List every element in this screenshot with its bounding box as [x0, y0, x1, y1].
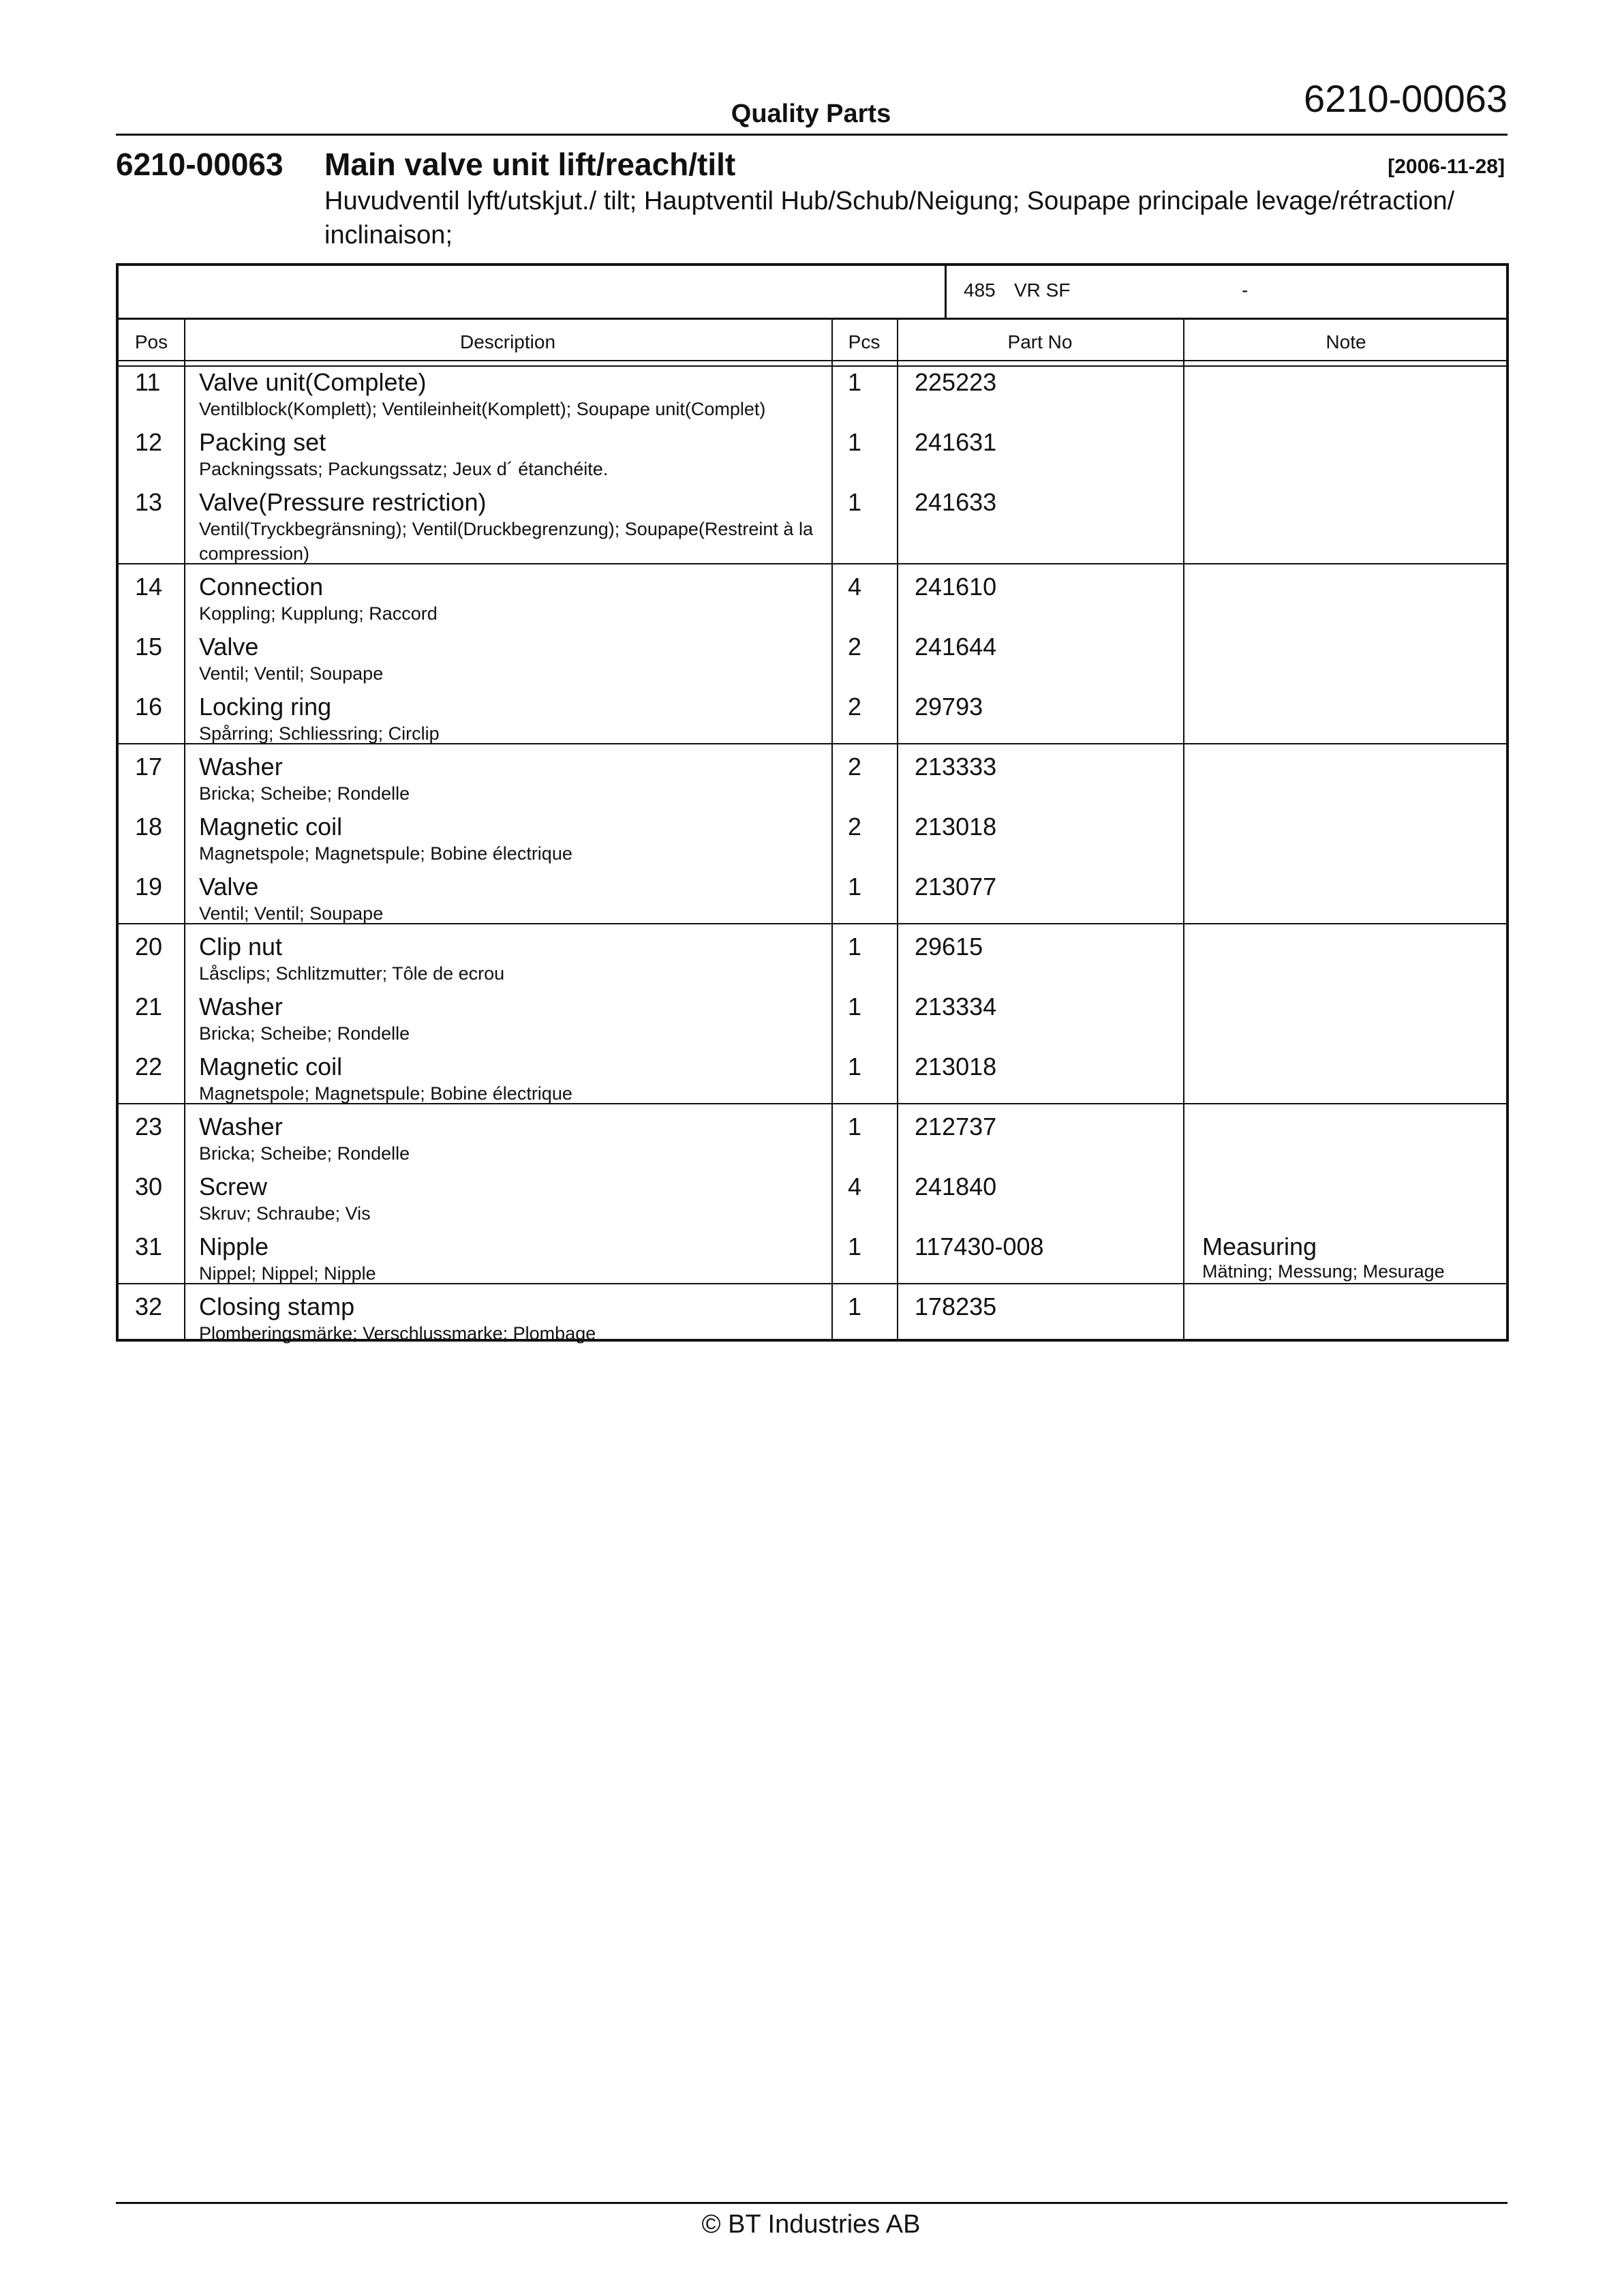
row-description: Nipple [199, 1233, 269, 1260]
row-description: Washer [199, 1113, 283, 1141]
row-pcs: 1 [848, 1053, 862, 1081]
document-subtitle: Huvudventil lyft/utskjut./ tilt; Hauptventil Hub/Schub/Neigung; Soupape principale levage/rétraction/ inclinaison; [324, 187, 1455, 250]
row-description: Clip nut [199, 933, 283, 961]
row-description-translations: Skruv; Schraube; Vis [199, 1203, 371, 1224]
document-date: [2006-11-28] [1388, 155, 1505, 178]
row-description-translations: Ventilblock(Komplett); Ventileinheit(Komplett); Soupape unit(Complet) [199, 399, 766, 419]
row-pcs: 4 [848, 1173, 862, 1200]
row-pos: 21 [135, 993, 163, 1021]
table-row [119, 428, 1506, 488]
row-description: Valve [199, 873, 259, 901]
table-row [119, 488, 1506, 564]
row-pos: 19 [135, 873, 163, 901]
row-description-translations: Plomberingsmärke; Verschlussmarke; Plombage [199, 1323, 596, 1344]
row-note: Measuring [1202, 1233, 1317, 1260]
row-pos: 13 [135, 488, 163, 516]
row-description: Connection [199, 573, 324, 601]
row-note-translations: Mätning; Messung; Mesurage [1202, 1261, 1445, 1282]
row-part-number: 213018 [915, 1053, 997, 1081]
row-pcs: 1 [848, 488, 862, 516]
row-pcs: 1 [848, 428, 862, 456]
row-pcs: 1 [848, 368, 862, 396]
row-pcs: 4 [848, 573, 862, 601]
row-description: Magnetic coil [199, 1053, 343, 1081]
row-pcs: 1 [848, 993, 862, 1021]
row-description-translations: Ventil; Ventil; Soupape [199, 663, 384, 684]
row-part-number: 213018 [915, 813, 997, 841]
document-title: Main valve unit lift/reach/tilt [324, 147, 736, 182]
table-row [119, 1293, 1506, 1353]
row-description-translations: Ventil(Tryckbegränsning); Ventil(Druckbegrenzung); Soupape(Restreint à la compression) [199, 519, 813, 564]
row-part-number: 241631 [915, 428, 997, 456]
parts-table [116, 263, 1509, 1342]
row-pos: 11 [135, 368, 161, 396]
footer-rule [116, 2202, 1508, 2204]
row-pos: 17 [135, 753, 163, 781]
row-pos: 18 [135, 813, 163, 841]
column-header-pcs: Pcs [848, 331, 881, 352]
table-row [119, 1053, 1506, 1113]
row-pcs: 1 [848, 873, 862, 901]
model-code: 485 [964, 280, 996, 301]
row-description-translations: Bricka; Scheibe; Rondelle [199, 783, 410, 804]
row-description-translations: Koppling; Kupplung; Raccord [199, 603, 438, 624]
row-part-number: 241644 [915, 633, 997, 661]
row-pos: 32 [135, 1293, 163, 1320]
column-header-part-no: Part No [1007, 331, 1073, 352]
row-pos: 12 [135, 428, 163, 456]
table-row [119, 813, 1506, 873]
model-range: - [1242, 280, 1249, 301]
table-row [119, 573, 1506, 633]
model-divider [945, 266, 947, 318]
row-pcs: 2 [848, 753, 862, 781]
row-description-translations: Magnetspole; Magnetspule; Bobine électrique [199, 1083, 572, 1104]
row-description: Valve(Pressure restriction) [199, 488, 487, 516]
column-header-pos: Pos [134, 331, 168, 352]
row-description-translations: Bricka; Scheibe; Rondelle [199, 1143, 410, 1164]
table-row [119, 993, 1506, 1053]
row-description-translations: Ventil; Ventil; Soupape [199, 903, 384, 924]
footer-copyright: © BT Industries AB [701, 2210, 921, 2239]
row-part-number: 178235 [915, 1293, 997, 1320]
row-pos: 20 [135, 933, 163, 961]
model-name: VR SF [1014, 280, 1071, 301]
document-code: 6210-00063 [116, 147, 284, 182]
row-part-number: 213334 [915, 993, 997, 1021]
row-pcs: 2 [848, 633, 862, 661]
row-part-number: 29793 [915, 693, 983, 721]
row-pos: 15 [135, 633, 163, 661]
row-description-translations: Nippel; Nippel; Nipple [199, 1263, 376, 1284]
row-part-number: 213077 [915, 873, 997, 901]
row-pcs: 2 [848, 813, 862, 841]
row-pos: 23 [135, 1113, 163, 1141]
row-description-translations: Packningssats; Packungssatz; Jeux d´ étanchéite. [199, 459, 609, 479]
row-part-number: 241610 [915, 573, 997, 601]
row-part-number: 212737 [915, 1113, 997, 1141]
row-description: Screw [199, 1173, 268, 1200]
row-part-number: 29615 [915, 933, 983, 961]
header-rule-table [119, 360, 1506, 361]
row-description: Magnetic coil [199, 813, 343, 841]
row-part-number: 241633 [915, 488, 997, 516]
row-pos: 22 [135, 1053, 163, 1081]
header-rule-table [119, 365, 1506, 367]
column-header-description: Description [459, 331, 556, 352]
row-description: Packing set [199, 428, 326, 456]
row-pos: 16 [135, 693, 163, 721]
table-row [119, 873, 1506, 933]
row-pcs: 2 [848, 693, 862, 721]
row-pcs: 1 [848, 933, 862, 961]
column-header-note: Note [1326, 331, 1366, 352]
row-description-translations: Låsclips; Schlitzmutter; Tôle de ecrou [199, 963, 505, 984]
row-part-number: 241840 [915, 1173, 997, 1200]
row-pcs: 1 [848, 1113, 862, 1141]
header-title: Quality Parts [731, 100, 891, 128]
row-pos: 31 [135, 1233, 163, 1260]
row-description: Closing stamp [199, 1293, 355, 1320]
table-row [119, 633, 1506, 693]
row-description-translations: Magnetspole; Magnetspule; Bobine électrique [199, 843, 572, 864]
row-description: Valve [199, 633, 259, 661]
row-description: Valve unit(Complete) [199, 368, 427, 396]
row-description: Locking ring [199, 693, 332, 721]
row-pcs: 1 [848, 1293, 862, 1320]
row-pos: 14 [135, 573, 163, 601]
row-description-translations: Bricka; Scheibe; Rondelle [199, 1023, 410, 1044]
page-number: 6210-00063 [1304, 77, 1508, 120]
table-row [119, 1233, 1506, 1293]
row-pcs: 1 [848, 1233, 862, 1260]
row-part-number: 213333 [915, 753, 997, 781]
model-row [119, 266, 1506, 320]
row-part-number: 225223 [915, 368, 997, 396]
table-row [119, 753, 1506, 813]
header-rule [116, 134, 1508, 136]
table-row [119, 1113, 1506, 1173]
row-part-number: 117430-008 [915, 1233, 1044, 1260]
table-row [119, 693, 1506, 753]
row-description-translations: Spårring; Schliessring; Circlip [199, 723, 440, 744]
table-row [119, 1173, 1506, 1233]
table-row [119, 933, 1506, 993]
row-description: Washer [199, 993, 283, 1021]
row-description: Washer [199, 753, 283, 781]
row-pos: 30 [135, 1173, 163, 1200]
table-row [119, 368, 1506, 428]
